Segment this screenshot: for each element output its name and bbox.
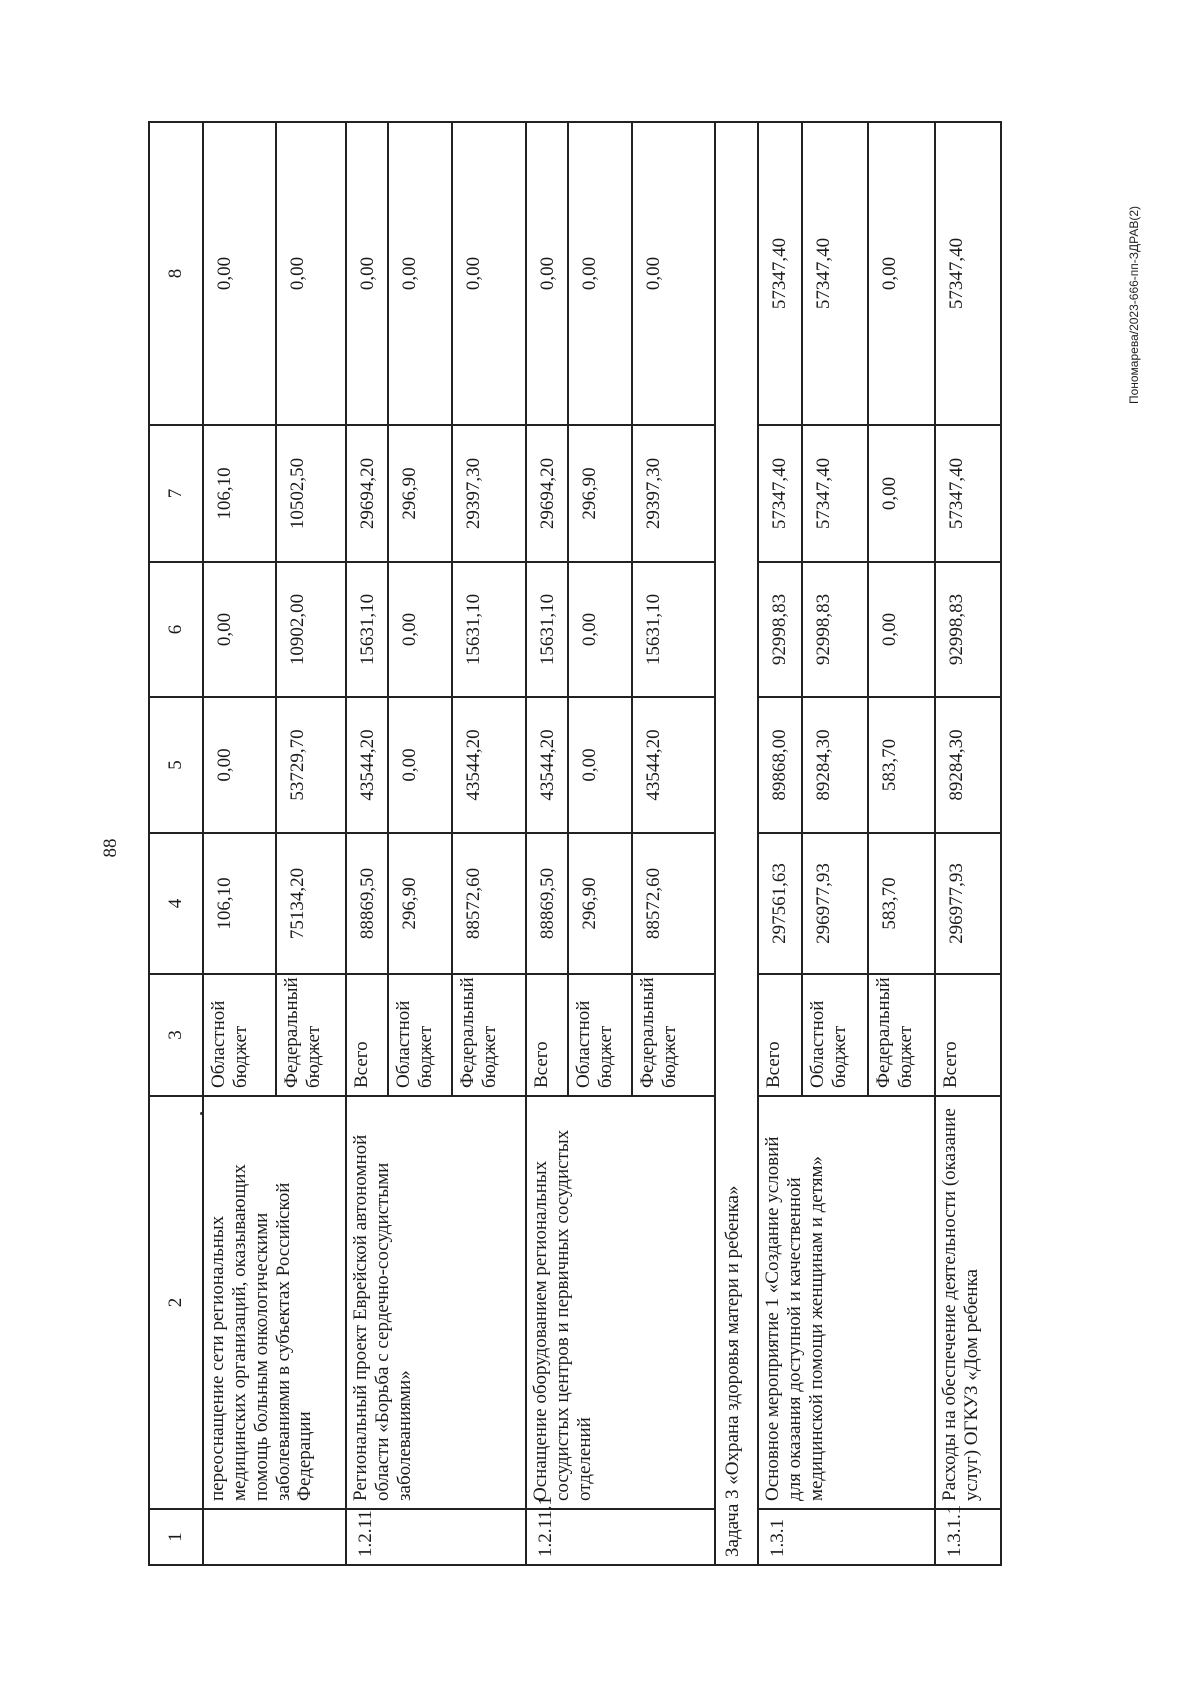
funding-source: Всего (935, 974, 1001, 1096)
value-cell: 296977,93 (935, 833, 1001, 974)
table-row (346, 122, 388, 1565)
row-code: 1.3.1 (758, 1509, 935, 1565)
value-cell: 89284,30 (802, 697, 868, 833)
value-cell: 57347,40 (758, 425, 802, 562)
value-cell: 88572,60 (452, 833, 526, 974)
funding-source: Федеральный бюджет (868, 974, 935, 1096)
value-cell: 57347,40 (935, 122, 1001, 425)
column-header: 3 (149, 974, 203, 1096)
funding-source: Областной бюджет (388, 974, 452, 1096)
funding-source: Областной бюджет (203, 974, 276, 1096)
column-header: 2 (149, 1096, 203, 1509)
task-row (715, 122, 758, 1565)
value-cell: 43544,20 (526, 697, 568, 833)
value-cell: 29397,30 (452, 425, 526, 562)
value-cell: 583,70 (868, 833, 935, 974)
value-cell: 0,00 (568, 697, 632, 833)
budget-table (148, 121, 1002, 1566)
value-cell: 296977,93 (802, 833, 868, 974)
value-cell: 0,00 (203, 122, 276, 425)
value-cell: 89284,30 (935, 697, 1001, 833)
value-cell: 296,90 (388, 425, 452, 562)
value-cell: 10502,50 (276, 425, 346, 562)
row-name: Региональный проект Еврейской автономной области «Борьба с сердечно-сосудистыми заболеваниями» (346, 1096, 526, 1509)
value-cell: 0,00 (526, 122, 568, 425)
value-cell: 88869,50 (346, 833, 388, 974)
value-cell: 0,00 (632, 122, 715, 425)
table-row (758, 122, 802, 1565)
value-cell: 0,00 (203, 697, 276, 833)
row-code: 1.2.11.1 (526, 1509, 715, 1565)
value-cell: 0,00 (868, 122, 935, 425)
value-cell: 15631,10 (452, 562, 526, 697)
value-cell: 88869,50 (526, 833, 568, 974)
funding-source: Всего (758, 974, 802, 1096)
column-header: 7 (149, 425, 203, 562)
value-cell: 0,00 (568, 562, 632, 697)
funding-source: Федеральный бюджет (632, 974, 715, 1096)
value-cell: 0,00 (276, 122, 346, 425)
value-cell: 92998,83 (935, 562, 1001, 697)
value-cell: 0,00 (388, 122, 452, 425)
value-cell: 0,00 (868, 425, 935, 562)
task-title: Задача 3 «Охрана здоровья матери и ребенка» (715, 122, 758, 1565)
row-name: Расходы на обеспечение деятельности (оказание услуг) ОГКУЗ «Дом ребенка (935, 1096, 1001, 1509)
table-row (526, 122, 568, 1565)
row-code: 1.3.1.1 (935, 1509, 1001, 1565)
value-cell: 29694,20 (346, 425, 388, 562)
value-cell: 0,00 (568, 122, 632, 425)
column-header: 1 (149, 1509, 203, 1565)
value-cell: 296,90 (568, 833, 632, 974)
value-cell: 0,00 (346, 122, 388, 425)
table-row (935, 122, 1001, 1565)
value-cell: 296,90 (568, 425, 632, 562)
row-name: переоснащение сети региональных медицинских организаций, оказывающих помощь больным онкологическими заболеваниями в субъектах Российской Федерации (203, 1096, 346, 1509)
column-header: 6 (149, 562, 203, 697)
row-name: Оснащение оборудованием региональных сосудистых центров и первичных сосудистых отделений (526, 1096, 715, 1509)
value-cell: 297561,63 (758, 833, 802, 974)
value-cell: 15631,10 (526, 562, 568, 697)
budget-table-rotated (148, 123, 1092, 1566)
funding-source: Областной бюджет (802, 974, 868, 1096)
value-cell: 0,00 (203, 562, 276, 697)
value-cell: 0,00 (388, 562, 452, 697)
value-cell: 92998,83 (758, 562, 802, 697)
funding-source: Федеральный бюджет (276, 974, 346, 1096)
value-cell: 43544,20 (346, 697, 388, 833)
header-row (149, 122, 203, 1565)
row-code (203, 1509, 346, 1565)
value-cell: 57347,40 (935, 425, 1001, 562)
value-cell: 15631,10 (346, 562, 388, 697)
value-cell: 0,00 (452, 122, 526, 425)
funding-source: Областной бюджет (568, 974, 632, 1096)
value-cell: 89868,00 (758, 697, 802, 833)
value-cell: 29397,30 (632, 425, 715, 562)
funding-source: Федеральный бюджет (452, 974, 526, 1096)
value-cell: 43544,20 (452, 697, 526, 833)
value-cell: 88572,60 (632, 833, 715, 974)
column-header: 5 (149, 697, 203, 833)
row-name: Основное мероприятие 1 «Создание условий для оказания доступной и качественной медицинской помощи женщинам и детям» (758, 1096, 935, 1509)
value-cell: 583,70 (868, 697, 935, 833)
value-cell: 53729,70 (276, 697, 346, 833)
value-cell: 15631,10 (632, 562, 715, 697)
value-cell: 57347,40 (758, 122, 802, 425)
value-cell: 10902,00 (276, 562, 346, 697)
value-cell: 0,00 (868, 562, 935, 697)
value-cell: 106,10 (203, 833, 276, 974)
value-cell: 92998,83 (802, 562, 868, 697)
funding-source: Всего (346, 974, 388, 1096)
value-cell: 57347,40 (802, 122, 868, 425)
column-header: 8 (149, 122, 203, 425)
column-header: 4 (149, 833, 203, 974)
value-cell: 75134,20 (276, 833, 346, 974)
value-cell: 296,90 (388, 833, 452, 974)
value-cell: 0,00 (388, 697, 452, 833)
value-cell: 106,10 (203, 425, 276, 562)
value-cell: 29694,20 (526, 425, 568, 562)
value-cell: 43544,20 (632, 697, 715, 833)
page-number: 88 (100, 838, 121, 858)
table-row (203, 122, 276, 1565)
value-cell: 57347,40 (802, 425, 868, 562)
funding-source: Всего (526, 974, 568, 1096)
row-code: 1.2.11 (346, 1509, 526, 1565)
document-reference: Пономарева/2023-666-пп-ЗДРАВ(2) (1127, 205, 1141, 405)
